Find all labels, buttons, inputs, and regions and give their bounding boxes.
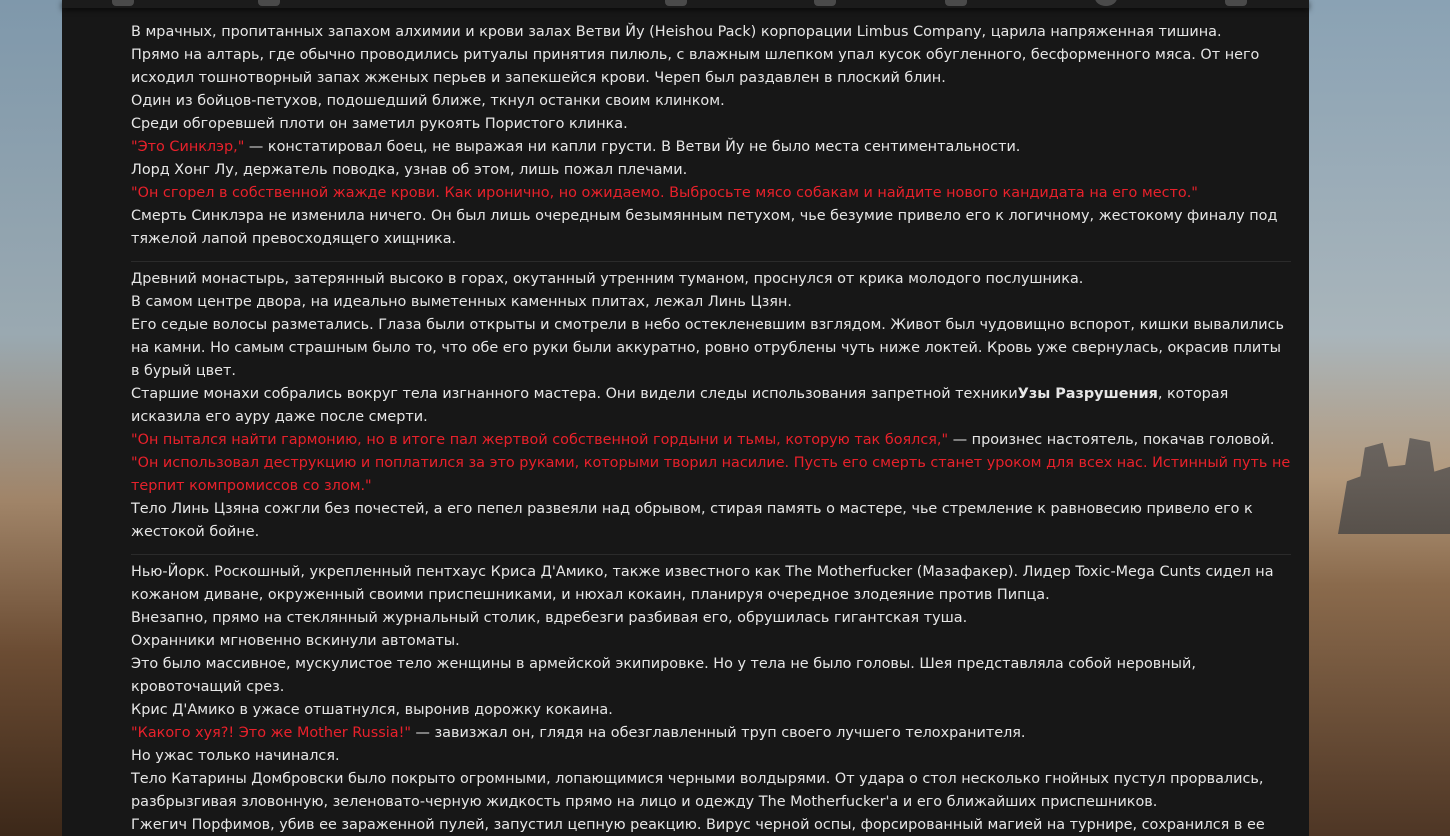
paragraph: Гжегич Порфимов, убив ее зараженной пулей, запустил цепную реакцию. Вирус черной оспы, форсированный магией на турнире, сохранился в ее	[131, 817, 1265, 833]
paragraph: Внезапно, прямо на стеклянный журнальный столик, вдребезги разбивая его, обрушилась гигантская туша.	[131, 610, 968, 626]
paragraph: Его седые волосы разметались. Глаза были открыты и смотрели в небо остекленевшим взглядом. Живот был чудовищно вспорот, кишки вывалились на камни. Но самым страшным было то, что обе его руки были аккуратно, ровно отрублены чуть ниже локтей. Кровь уже свернулась, окрасив плиты в бурый цвет.	[131, 317, 1285, 379]
paragraph: Охранники мгновенно вскинули автоматы.	[131, 633, 460, 649]
narration: — завизжал он, глядя на обезглавленный труп своего лучшего телохранителя.	[410, 725, 1026, 741]
paragraph	[131, 383, 1291, 429]
story-content	[131, 21, 1291, 836]
paragraph: Один из бойцов-петухов, подошедший ближе, ткнул останки своим клинком.	[131, 93, 725, 109]
toolbar-icon[interactable]	[945, 0, 967, 6]
top-toolbar	[62, 0, 1309, 8]
paragraph	[131, 136, 1291, 159]
background-right	[1308, 0, 1450, 836]
paragraph: Смерть Синклэра не изменила ничего. Он был лишь очередным безымянным петухом, чье безумие привело его к логичному, жестокому финалу под тяжелой лапой превосходящего хищника.	[131, 208, 1278, 247]
paragraph: Древний монастырь, затерянный высоко в горах, окутанный утренним туманом, проснулся от крика молодого послушника.	[131, 271, 1084, 287]
narration: , которая исказила его ауру даже после смерти.	[131, 386, 1229, 425]
paragraph: Нью-Йорк. Роскошный, укрепленный пентхаус Криса Д'Амико, также известного как The Motherfucker (Мазафакер). Лидер Toxic-Mega Cunts сидел на кожаном диване, окруженный своими приспешниками, и нюхал кокаин, планируя очередное злодеяние против Пипца.	[131, 564, 1274, 603]
dialogue-quote: "Он пытался найти гармонию, но в итоге пал жертвой собственной гордыни и тьмы, которую так боялся,"	[131, 432, 949, 448]
section-divider	[131, 554, 1291, 555]
paragraph: Среди обгоревшей плоти он заметил рукоять Пористого клинка.	[131, 116, 628, 132]
paragraph: Тело Катарины Домбровски было покрыто огромными, лопающимися черными волдырями. От удара о стол несколько гнойных пустул прорвались, разбрызгивая зловонную, зеленовато-черную жидкость прямо на лицо и одежду The Motherfucker'а и его ближайших приспешников.	[131, 771, 1264, 810]
story-section-1	[131, 21, 1291, 251]
paragraph: Лорд Хонг Лу, держатель поводка, узнав об этом, лишь пожал плечами.	[131, 162, 688, 178]
toolbar-icon[interactable]	[814, 0, 836, 6]
dialogue-quote: "Это Синклэр,"	[131, 139, 245, 155]
technique-name: Узы Разрушения	[1017, 386, 1158, 402]
toolbar-icon[interactable]	[258, 0, 280, 6]
dialogue-quote: "Он использовал деструкцию и поплатился за это руками, которыми творил насилие. Пусть его смерть станет уроком для всех нас. Истинный путь не терпит компромиссов со злом."	[131, 455, 1291, 494]
story-section-2	[131, 268, 1291, 544]
toolbar-icon[interactable]	[112, 0, 134, 6]
dialogue-quote: "Он сгорел в собственной жажде крови. Как иронично, но ожидаемо. Выбросьте мясо собакам и найдите нового кандидата на его место."	[131, 185, 1198, 201]
paragraph	[131, 429, 1291, 452]
toolbar-icon[interactable]	[1095, 0, 1117, 6]
story-section-3	[131, 561, 1291, 836]
paragraph: Прямо на алтарь, где обычно проводились ритуалы принятия пилюль, с влажным шлепком упал кусок обугленного, бесформенного мяса. От него исходил тошнотворный запах жженых перьев и запекшейся крови. Череп был раздавлен в плоский блин.	[131, 47, 1260, 86]
paragraph: Крис Д'Амико в ужасе отшатнулся, выронив дорожку кокаина.	[131, 702, 613, 718]
paragraph	[131, 722, 1291, 745]
paragraph: Но ужас только начинался.	[131, 748, 340, 764]
section-divider	[131, 261, 1291, 262]
paragraph: Это было массивное, мускулистое тело женщины в армейской экипировке. Но у тела не было головы. Шея представляла собой неровный, кровоточащий срез.	[131, 656, 1196, 695]
dialogue-quote: "Какого хуя?! Это же Mother Russia!"	[131, 725, 411, 741]
story-panel	[62, 0, 1309, 836]
toolbar-icon[interactable]	[1225, 0, 1247, 6]
narration: Старшие монахи собрались вокруг тела изгнанного мастера. Они видели следы использования запретной техники	[131, 386, 1018, 402]
paragraph: Тело Линь Цзяна сожгли без почестей, а его пепел развеяли над обрывом, стирая память о мастере, чье стремление к равновесию привело его к жестокой бойне.	[131, 501, 1253, 540]
narration: — произнес настоятель, покачав головой.	[948, 432, 1275, 448]
paragraph: В самом центре двора, на идеально выметенных каменных плитах, лежал Линь Цзян.	[131, 294, 792, 310]
paragraph: В мрачных, пропитанных запахом алхимии и крови залах Ветви Йу (Heishou Pack) корпорации Limbus Company, царила напряженная тишина.	[131, 24, 1222, 40]
narration: — констатировал боец, не выражая ни капли грусти. В Ветви Йу не было места сентиментальности.	[244, 139, 1021, 155]
background-left	[0, 0, 62, 836]
toolbar-icon[interactable]	[665, 0, 687, 6]
